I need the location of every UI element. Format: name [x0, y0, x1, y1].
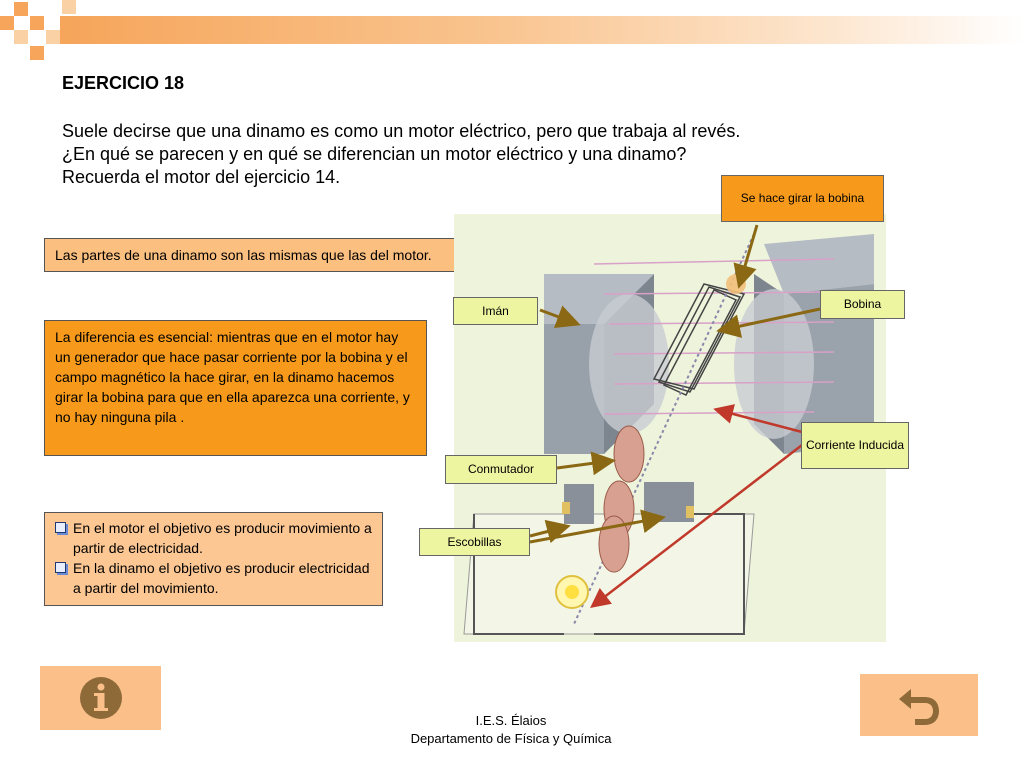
list-item [55, 558, 372, 598]
checkbox-bullet-icon [55, 562, 66, 573]
difference-answer-box: La diferencia es esencial: mientras que en el motor hay un generador que hace pasar corriente por la bobina y el campo magnético la hace girar, en la dinamo hacemos girar la bobina para que en ella aparezca una corriente, y no hay ninguna pila . [44, 320, 427, 456]
label-bobina: Bobina [820, 290, 905, 319]
question-line: Suele decirse que una dinamo es como un motor eléctrico, pero que trabaja al revés. [62, 121, 741, 141]
label-iman: Imán [453, 297, 538, 325]
footer [380, 712, 642, 748]
question-line: Recuerda el motor del ejercicio 14. [62, 167, 341, 187]
info-icon [78, 675, 124, 721]
info-button[interactable] [40, 666, 161, 730]
return-arrow-icon [893, 683, 945, 727]
list-item [55, 518, 372, 558]
decor-square [0, 16, 14, 30]
decor-square [62, 0, 76, 14]
exercise-title: EJERCICIO 18 [62, 73, 185, 93]
label-corriente-inducida: Corriente Inducida [801, 422, 909, 469]
decor-square [14, 30, 28, 44]
decor-square [30, 46, 44, 60]
objectives-box [44, 512, 383, 606]
label-conmutador: Conmutador [445, 455, 557, 484]
school-name: I.E.S. Élaios [475, 713, 547, 728]
parts-answer-box: Las partes de una dinamo son las mismas que las del motor. [44, 238, 524, 272]
label-escobillas: Escobillas [419, 528, 530, 556]
objective-text: En el motor el objetivo es producir movimiento a partir de electricidad. [73, 520, 372, 556]
header-gradient-bar [60, 16, 1024, 44]
objective-text: En la dinamo el objetivo es producir electricidad a partir del movimiento. [73, 560, 370, 596]
back-button[interactable] [860, 674, 978, 736]
department-name: Departamento de Física y Química [410, 731, 612, 746]
decor-square [46, 30, 60, 44]
label-se-hace-girar: Se hace girar la bobina [721, 175, 884, 222]
question-line: ¿En qué se parecen y en qué se diferencian un motor eléctrico y una dinamo? [62, 144, 687, 164]
decor-square [30, 16, 44, 30]
decor-square [14, 2, 28, 16]
checkbox-bullet-icon [55, 522, 66, 533]
